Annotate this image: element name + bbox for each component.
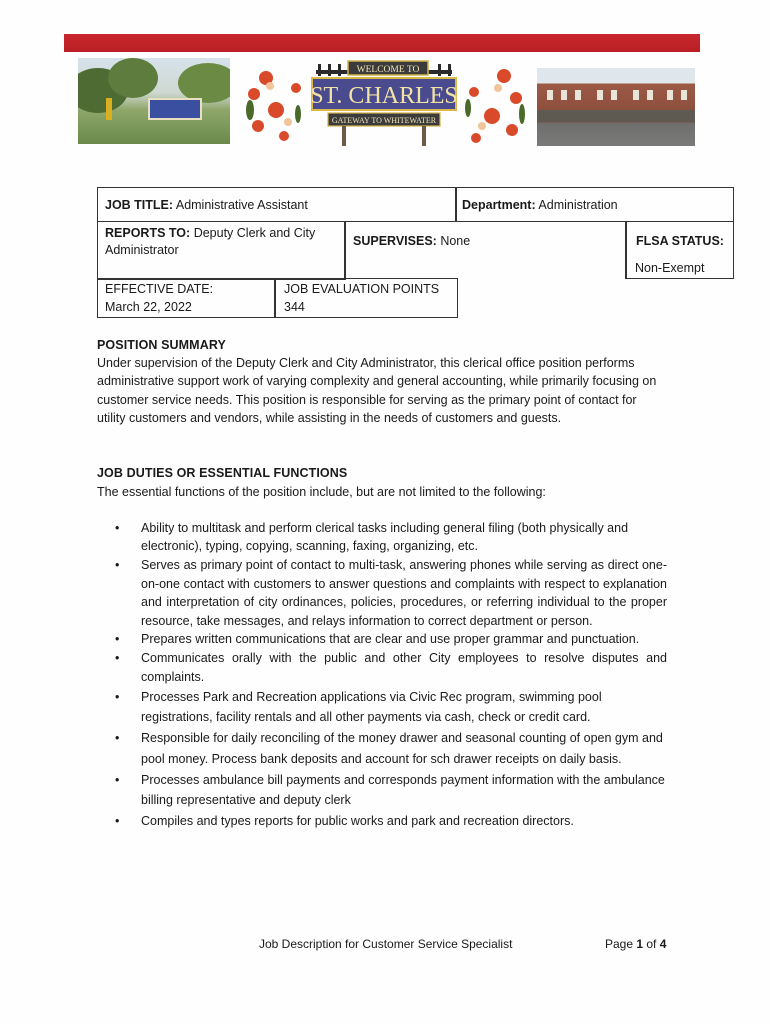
supervises-cell <box>344 221 627 279</box>
header-red-bar <box>64 34 700 52</box>
department-label: Department: <box>462 198 536 212</box>
reports-to-value-line2: Administrator <box>105 243 179 257</box>
reports-to-label: REPORTS TO: <box>105 226 191 240</box>
evaluation-points-label: JOB EVALUATION POINTS <box>284 282 440 296</box>
list-item: • Responsible for daily reconciling of the money drawer and seasonal counting of open gym and pool money. Process bank deposits and account for sch drawer receipts on daily basis. <box>97 728 667 769</box>
list-item: • Prepares written communications that are clear and use proper grammar and punctuation. <box>97 630 667 648</box>
effective-date-value: March 22, 2022 <box>105 300 192 314</box>
flsa-cell <box>625 221 734 279</box>
position-summary-text: Under supervision of the Deputy Clerk and City Administrator, this clerical office position performs administrative support work of varying complexity and general accounting, while primarily focusing on customer service needs. This position is responsible for serving as the primary point of contact for utility customers and vendors, while assisting in the needs of customers and guests. <box>97 356 657 426</box>
duties-list <box>97 519 667 832</box>
job-title-cell <box>97 187 457 222</box>
list-item: • Processes Park and Recreation applications via Civic Rec program, swimming pool registrations, facility rentals and all other payments via cash, check or credit card. <box>97 687 667 728</box>
department-cell <box>455 187 734 222</box>
page-number <box>605 937 666 951</box>
reports-to-cell <box>97 221 346 280</box>
logo-city-text: ST. CHARLES <box>310 83 458 109</box>
supervises-value: None <box>440 234 471 248</box>
st-charles-logo <box>236 58 532 148</box>
list-item: • Compiles and types reports for public works and park and recreation directors. <box>97 811 667 832</box>
reports-to-value: Deputy Clerk and City <box>193 226 316 240</box>
list-item: • Communicates orally with the public and other City employees to resolve disputes and complaints. <box>97 649 667 686</box>
flsa-label: FLSA STATUS: <box>636 234 724 248</box>
duties-intro: The essential functions of the position include, but are not limited to the following: <box>97 485 546 499</box>
logo-tagline-text: GATEWAY TO WHITEWATER <box>331 116 437 125</box>
page-number-prefix: Page <box>605 937 637 951</box>
list-item: • Ability to multitask and perform clerical tasks including general filing (both physically and electronic), typing, copying, scanning, faxing, organizing, etc. <box>97 519 667 556</box>
page-number-of: of <box>643 937 660 951</box>
page-number-total: 4 <box>659 937 667 951</box>
evaluation-points-cell <box>274 278 458 318</box>
supervises-label: SUPERVISES: <box>353 234 437 248</box>
logo-welcome-text: WELCOME TO <box>356 65 420 75</box>
footer-caption: Job Description for Customer Service Specialist <box>259 937 513 951</box>
job-title-label: JOB TITLE: <box>105 198 174 212</box>
department-value: Administration <box>538 198 618 212</box>
park-photo <box>78 58 230 144</box>
list-item: • Processes ambulance bill payments and corresponds payment information with the ambulance billing representative and deputy clerk <box>97 770 667 811</box>
list-item: • Serves as primary point of contact to multi-task, answering phones while serving as direct one-on-one contact with customers to answer questions and complaints with respect to explanation and interpretation of city ordinances, policies, procedures, or referring individual to the proper resource, take messages, and relays information to correct department or person. <box>97 556 667 630</box>
page-number-current: 1 <box>636 937 644 951</box>
flsa-value: Non-Exempt <box>635 261 705 275</box>
evaluation-points-value: 344 <box>284 300 305 314</box>
downtown-photo <box>537 68 695 146</box>
job-title-value: Administrative Assistant <box>175 198 308 212</box>
duties-heading: JOB DUTIES OR ESSENTIAL FUNCTIONS <box>97 466 348 480</box>
effective-date-label: EFFECTIVE DATE: <box>105 282 214 296</box>
effective-date-cell <box>97 278 276 318</box>
position-summary-heading: POSITION SUMMARY <box>97 338 226 352</box>
header-banner <box>78 58 698 148</box>
